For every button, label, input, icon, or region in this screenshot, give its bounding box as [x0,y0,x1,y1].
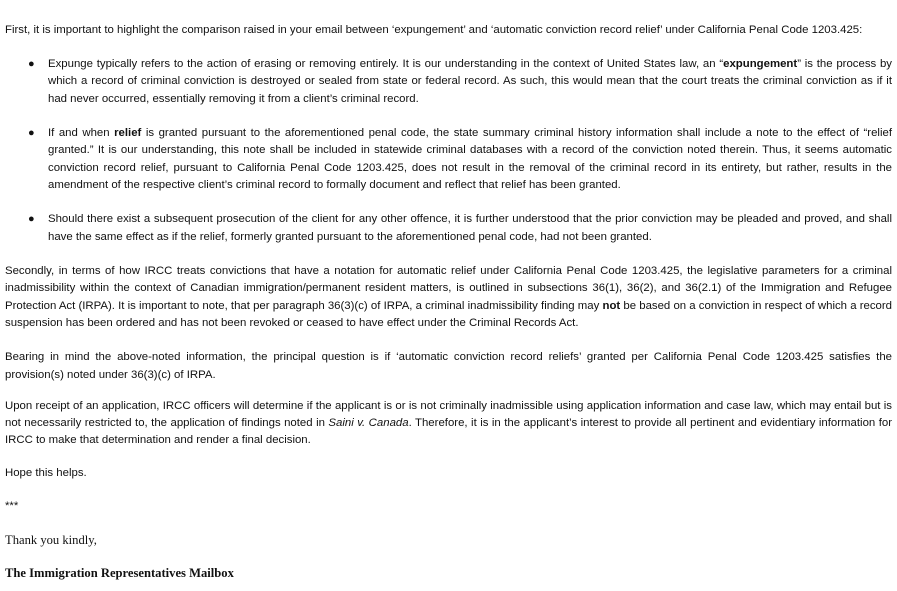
upon-paragraph: Upon receipt of an application, IRCC officers will determine if the applicant is or is not criminally inadmissible using application information and case law, which may entail but is not necessarily restricted to, the application of findings noted in Saini v. Canada. Therefore, it is in the applicant’s interest to provide all pertinent and evidentiary information for IRCC to make that determination and render a final decision. [5,399,892,447]
bold-term: not [602,299,621,312]
list-item: ● If and when relief is granted pursuant to the aforementioned penal code, the state summary criminal history information shall include a note to the effect of “relief granted.” It is our understanding, this note shall be included in statewide criminal databases with a record of the conviction noted therein. Thus, it seems automatic conviction record relief, pursuant to California Penal Code 1203.425, does not result in the removal of the criminal record in its entirety, but rather, results in the amendment of the respective client’s criminal record to formally document and reflect that relief has been granted. [28,127,892,191]
bullet-dot-icon: ● [28,58,35,71]
signature: The Immigration Representatives Mailbox [5,566,234,581]
bold-term: relief [114,127,142,140]
email-body [5,22,892,582]
list-item: ● Should there exist a subsequent prosecution of the client for any other offence, it is further understood that the prior conviction may be pleaded and proved, and shall have the same effect as if the relief, formerly granted pursuant to the aforementioned penal code, had not been granted. [28,213,892,243]
intro-paragraph: First, it is important to highlight the comparison raised in your email between ‘expungement’ and ‘automatic conviction record relief’ under California Penal Code 1203.425: [5,24,863,36]
bullet-list [5,56,892,246]
bullet-dot-icon: ● [28,127,35,140]
bold-term: expungement [723,58,798,71]
case-citation: Saini v. Canada [328,417,409,430]
sign-off: Thank you kindly, [5,532,97,547]
bullet-dot-icon: ● [28,213,35,226]
list-item: ● Expunge typically refers to the action of erasing or removing entirely. It is our understanding in the context of United States law, an “expungement” is the process by which a record of criminal conviction is destroyed or sealed from state or federal record. As such, this would mean that the court treats the criminal conviction as if it had never occurred, essentially removing it from a client’s criminal record. [28,58,892,105]
closing-line: Hope this helps. [5,467,87,480]
separator: *** [5,499,19,512]
secondly-paragraph: Secondly, in terms of how IRCC treats convictions that have a notation for automatic relief under California Penal Code 1203.425, the legislative parameters for a criminal inadmissibility within the context of Canadian immigration/permanent resident matters, is outlined in subsections 36(1), 36(2), and 36(2.1) of the Immigration and Refugee Protection Act (IRPA). It is important to note, that per paragraph 36(3)(c) of IRPA, a criminal inadmissibility finding may not be based on a conviction in respect of which a record suspension has been ordered and has not been revoked or ceased to have effect under the Criminal Records Act. [5,265,892,329]
bearing-paragraph: Bearing in mind the above-noted information, the principal question is if ‘automatic conviction record reliefs’ granted per California Penal Code 1203.425 satisfies the provision(s) noted under 36(3)(c) of IRPA. [5,351,892,381]
